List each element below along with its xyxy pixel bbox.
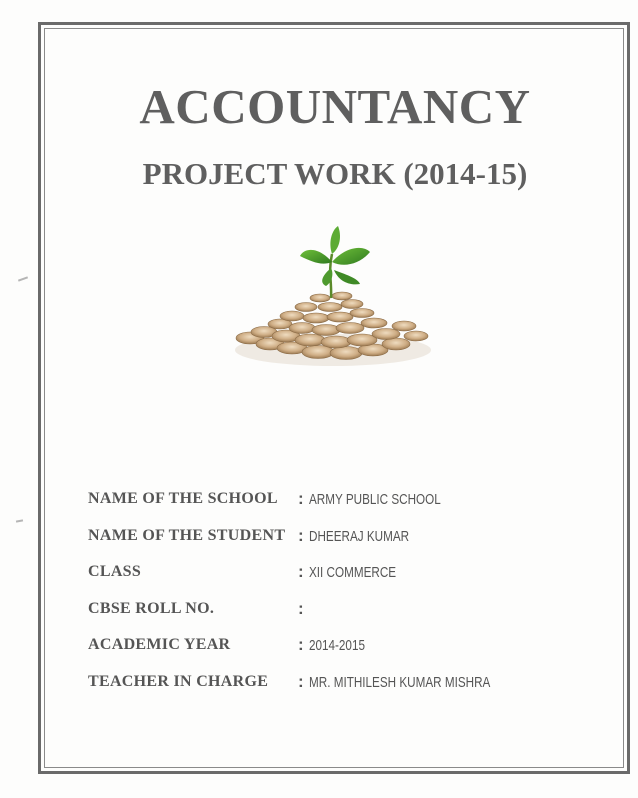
detail-row-student — [88, 527, 608, 564]
detail-row-teacher — [88, 673, 608, 710]
detail-colon: : — [298, 598, 304, 618]
detail-label: CLASS — [88, 563, 142, 581]
document-subtitle: PROJECT WORK (2014-15) — [142, 156, 528, 191]
detail-colon: : — [298, 489, 304, 508]
detail-value: XII COMMERCE — [309, 564, 397, 582]
project-details — [88, 490, 608, 710]
detail-row-class — [88, 563, 608, 600]
scan-mark — [16, 519, 23, 522]
detail-label: ACADEMIC YEAR — [88, 636, 231, 654]
detail-value: ARMY PUBLIC SCHOOL — [309, 491, 441, 508]
detail-row-roll-no — [88, 600, 608, 637]
scan-mark — [18, 276, 28, 281]
detail-label: NAME OF THE SCHOOL — [88, 490, 278, 507]
plant-sprout-on-coins-icon — [228, 222, 438, 378]
detail-colon: : — [298, 635, 304, 655]
document-title: ACCOUNTANCY — [139, 79, 531, 134]
detail-row-academic-year — [88, 636, 608, 673]
detail-value: DHEERAJ KUMAR — [309, 527, 410, 545]
detail-value: 2014-2015 — [309, 637, 365, 655]
detail-label: CBSE ROLL NO. — [88, 599, 215, 617]
detail-label: TEACHER IN CHARGE — [88, 672, 269, 690]
detail-row-school — [88, 490, 608, 527]
detail-colon: : — [298, 525, 304, 545]
detail-label: NAME OF THE STUDENT — [88, 526, 286, 544]
detail-colon: : — [298, 671, 304, 691]
detail-value: MR. MITHILESH KUMAR MISHRA — [309, 673, 491, 691]
detail-colon: : — [298, 562, 304, 582]
